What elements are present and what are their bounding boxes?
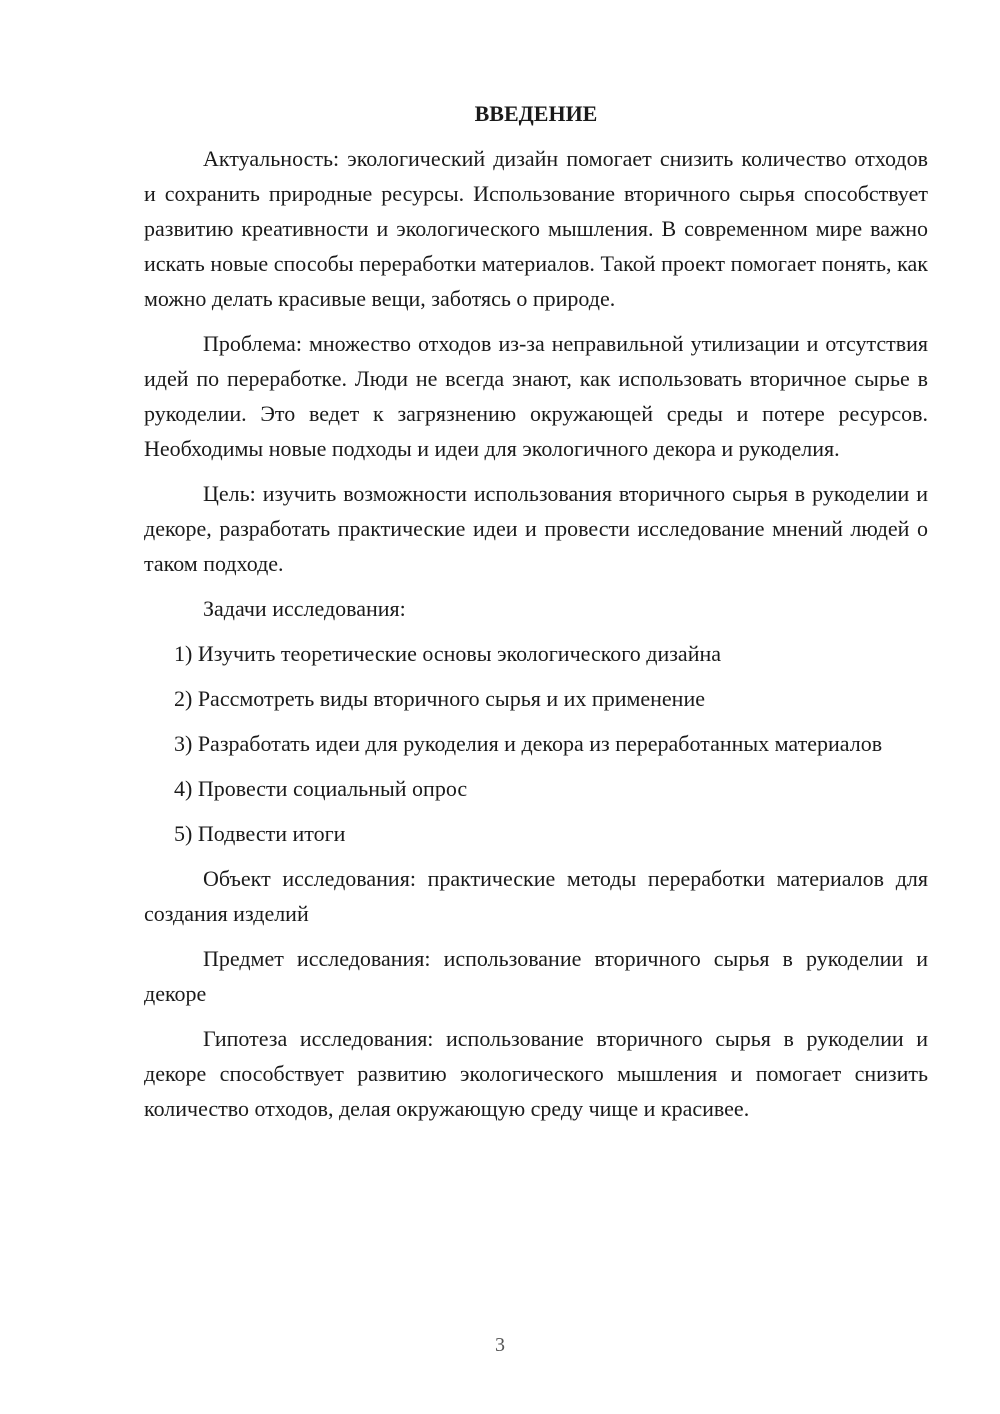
paragraph-hypothesis: Гипотеза исследования: использование вторичного сырья в рукоделии и декоре способствует развитию экологического мышления и помогает снизить количество отходов, делая окружающую среду чище и красивее. (144, 1026, 928, 1121)
paragraph-problem: Проблема: множество отходов из-за неправильной утилизации и отсутствия идей по переработке. Люди не всегда знают, как использовать вторичное сырье в рукоделии. Это ведет к загрязнению окружающей среды и потере ресурсов. Необходимы новые подходы и идеи для экологичного декора и рукоделия. (144, 331, 928, 461)
paragraph-subject: Предмет исследования: использование вторичного сырья в рукоделии и декоре (144, 946, 928, 1006)
paragraph-relevance: Актуальность: экологический дизайн помогает снизить количество отходов и сохранить природные ресурсы. Использование вторичного сырья способствует развитию креативности и экологического мышления. В современном мире важно искать новые способы переработки материалов. Такой проект помогает понять, как можно делать красивые вещи, заботясь о природе. (144, 146, 928, 311)
list-item: 5) Подвести итоги (174, 821, 346, 846)
page-number: 3 (495, 1334, 505, 1356)
tasks-heading: Задачи исследования: (203, 596, 406, 621)
list-item: 3) Разработать идеи для рукоделия и декора из переработанных материалов (174, 731, 883, 756)
paragraph-goal: Цель: изучить возможности использования вторичного сырья в рукоделии и декоре, разработать практические идеи и провести исследование мнений людей о таком подходе. (144, 481, 928, 576)
list-item: 1) Изучить теоретические основы экологического дизайна (174, 641, 722, 666)
document-body (144, 96, 928, 1136)
list-item: 2) Рассмотреть виды вторичного сырья и их применение (174, 686, 705, 711)
list-item: 4) Провести социальный опрос (174, 776, 468, 801)
page-title: ВВЕДЕНИЕ (474, 101, 598, 126)
paragraph-object: Объект исследования: практические методы переработки материалов для создания изделий (144, 866, 928, 926)
